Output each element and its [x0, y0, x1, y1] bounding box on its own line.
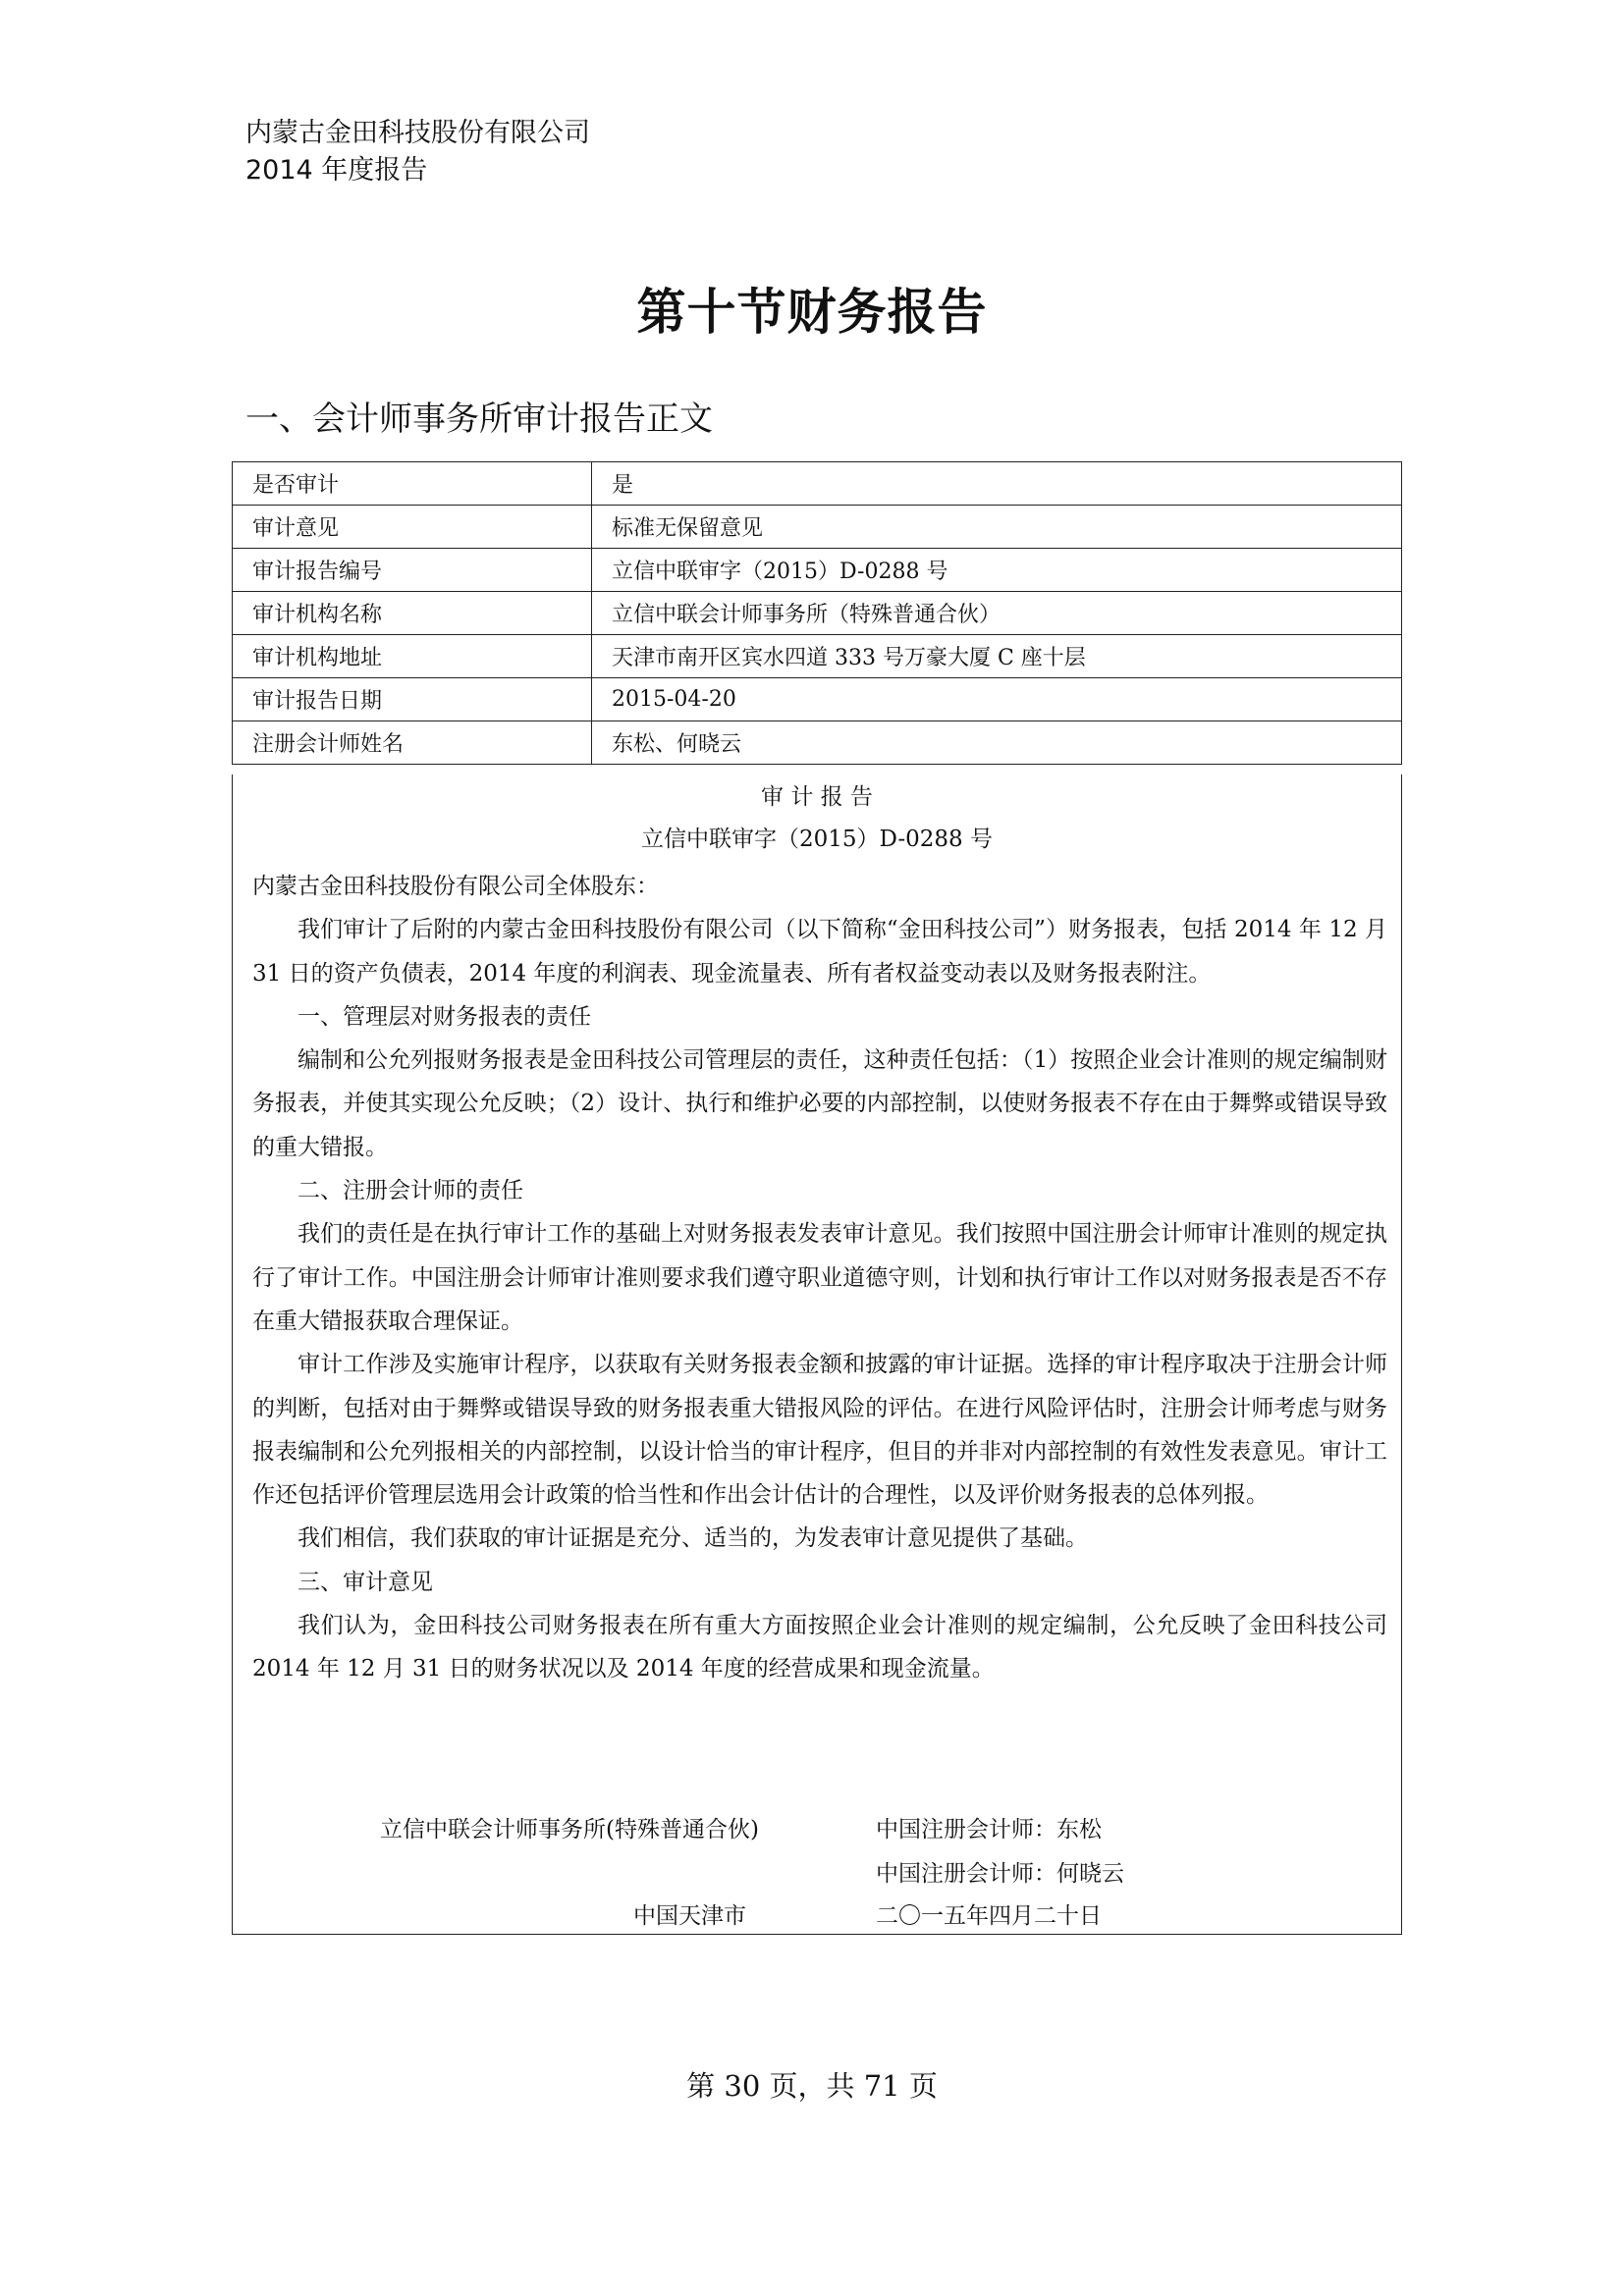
paragraph: 我们的责任是在执行审计工作的基础上对财务报表发表审计意见。我们按照中国注册会计师审计准则的规定执行了审计工作。中国注册会计师审计准则要求我们遵守职业道德守则，计划和执行审计工作以对财务报表是否不存在重大错报获取合理保证。	[252, 1221, 1387, 1334]
subheading: 一、管理层对财务报表的责任	[298, 1003, 591, 1030]
page-title: 第十节财务报告	[636, 284, 988, 341]
row-value: 是	[592, 462, 1402, 506]
paragraph: 编制和公允列报财务报表是金田科技公司管理层的责任，这种责任包括：（1）按照企业会计准则的规定编制财务报表，并使其实现公允反映；（2）设计、执行和维护必要的内部控制，以使财务报表不存在由于舞弊或错误导致的重大错报。	[252, 1047, 1387, 1160]
row-label: 审计机构名称	[233, 592, 592, 635]
row-label: 审计报告日期	[233, 678, 592, 721]
row-value: 标准无保留意见	[592, 506, 1402, 549]
signature-city: 中国天津市	[633, 1903, 746, 1929]
row-value: 东松、何晓云	[592, 721, 1402, 765]
row-label: 注册会计师姓名	[233, 721, 592, 765]
signature-firm: 立信中联会计师事务所(特殊普通合伙)	[380, 1817, 759, 1842]
row-label: 是否审计	[233, 462, 592, 506]
paragraph: 我们审计了后附的内蒙古金田科技股份有限公司（以下简称“金田科技公司”）财务报表，包括 2014 年 12 月 31 日的资产负债表，2014 年度的利润表、现金流量表、所有者权益变动表以及财务报表附注。	[252, 917, 1387, 987]
table-row	[233, 721, 1402, 765]
subheading: 三、审计意见	[298, 1569, 433, 1595]
section-heading: 一、会计师事务所审计报告正文	[245, 400, 713, 439]
table-row	[233, 592, 1402, 635]
signature-date: 二〇一五年四月二十日	[876, 1903, 1102, 1929]
signature-cpa-1: 中国注册会计师：东松	[876, 1817, 1102, 1842]
row-value: 2015-04-20	[592, 678, 1402, 721]
paragraph: 审计工作涉及实施审计程序，以获取有关财务报表金额和披露的审计证据。选择的审计程序取决于注册会计师的判断，包括对由于舞弊或错误导致的财务报表重大错报风险的评估。在进行风险评估时，注册会计师考虑与财务报表编制和公允列报相关的内部控制，以设计恰当的审计程序，但目的并非对内部控制的有效性发表意见。审计工作还包括评价管理层选用会计政策的恰当性和作出会计估计的合理性，以及评价财务报表的总体列报。	[252, 1352, 1387, 1509]
header-report-year: 2014 年度报告	[245, 155, 428, 186]
table-row	[233, 506, 1402, 549]
page-footer: 第 30 页，共 71 页	[686, 2069, 938, 2103]
row-label: 审计意见	[233, 506, 592, 549]
row-value: 立信中联会计师事务所（特殊普通合伙）	[592, 592, 1402, 635]
row-label: 审计报告编号	[233, 549, 592, 592]
paragraph: 我们认为，金田科技公司财务报表在所有重大方面按照企业会计准则的规定编制，公允反映了金田科技公司 2014 年 12 月 31 日的财务状况以及 2014 年度的经营成果和现金流量。	[252, 1613, 1387, 1682]
signature-cpa-2: 中国注册会计师：何晓云	[876, 1861, 1124, 1887]
paragraph: 我们相信，我们获取的审计证据是充分、适当的，为发表审计意见提供了基础。	[298, 1525, 1088, 1552]
audit-report-body	[252, 865, 1387, 1691]
addressee: 内蒙古金田科技股份有限公司全体股东：	[252, 874, 659, 899]
row-label: 审计机构地址	[233, 635, 592, 678]
table-row	[233, 462, 1402, 506]
table-row	[233, 635, 1402, 678]
audit-report-number: 立信中联审字（2015）D-0288 号	[640, 827, 994, 852]
table-row	[233, 549, 1402, 592]
row-value: 立信中联审字（2015）D-0288 号	[592, 549, 1402, 592]
subheading: 二、注册会计师的责任	[298, 1178, 523, 1204]
audit-report-box	[232, 774, 1402, 1935]
header-company: 内蒙古金田科技股份有限公司	[245, 118, 590, 148]
table-row	[233, 678, 1402, 721]
audit-info-table	[232, 461, 1402, 765]
row-value: 天津市南开区宾水四道 333 号万豪大厦 C 座十层	[592, 635, 1402, 678]
audit-report-title: 审 计 报 告	[761, 784, 873, 810]
